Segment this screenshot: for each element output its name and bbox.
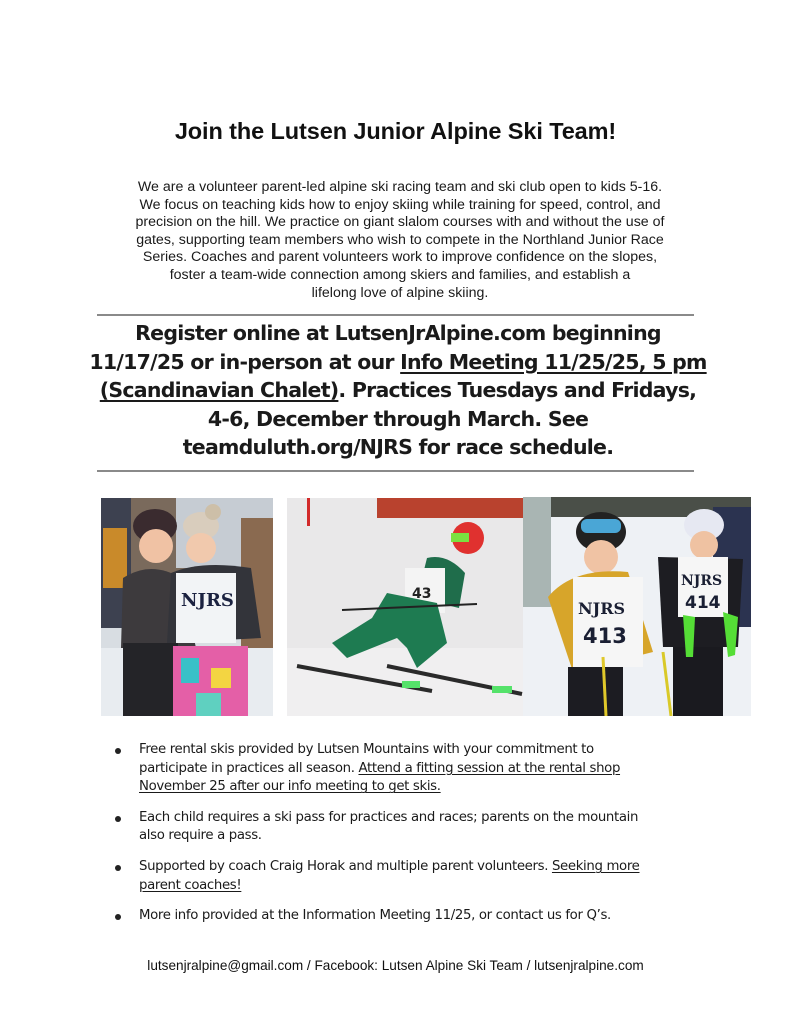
svg-text:NJRS: NJRS <box>681 573 723 589</box>
fitting-session-link[interactable]: November 25 after our info meeting to get skis. <box>139 779 441 795</box>
svg-text:413: 413 <box>583 624 627 648</box>
intro-line: gates, supporting team members who wish to compete in the Northland Junior Race <box>136 231 664 248</box>
bullet-rental-skis <box>112 741 702 797</box>
register-line <box>88 348 708 377</box>
bullet-line <box>139 741 702 760</box>
website-link[interactable]: lutsenjralpine.com <box>534 958 644 973</box>
separator: / <box>522 958 535 973</box>
bullet-icon <box>115 748 121 754</box>
photo-njrs-racers <box>523 497 751 716</box>
location-link[interactable]: (Scandinavian Chalet) <box>99 378 339 403</box>
svg-text:414: 414 <box>685 593 721 613</box>
intro-line: lifelong love of alpine skiing. <box>311 284 489 301</box>
fitting-session-link[interactable]: Attend a fitting session at the rental shop <box>358 760 621 776</box>
facebook-link[interactable]: Facebook: Lutsen Alpine Ski Team <box>314 958 523 973</box>
bullet-text: Free rental skis provided by Lutsen Mountains with your commitment to <box>139 742 594 757</box>
register-line <box>88 376 708 405</box>
intro-line: precision on the hill. We practice on giant slalom courses with and without the use of <box>135 214 665 231</box>
svg-text:NJRS: NJRS <box>578 599 626 618</box>
contact-footer <box>0 958 791 973</box>
photo-image <box>287 498 523 716</box>
photo-image <box>101 498 273 716</box>
register-line: 4-6, December through March. See <box>207 406 589 431</box>
register-text: . Practices Tuesdays and Fridays, <box>338 378 697 403</box>
divider-bottom <box>97 470 694 472</box>
bullet-text: participate in practices all season. <box>139 760 359 776</box>
bullet-coaches <box>112 858 702 895</box>
photo-image <box>523 497 751 716</box>
register-line: teamduluth.org/NJRS for race schedule. <box>182 435 614 460</box>
intro-line: foster a team-wide connection among skiers and families, and establish a <box>169 266 631 283</box>
register-line: Register online at LutsenJrAlpine.com beginning <box>135 321 661 345</box>
bullet-text: Supported by coach Craig Horak and multiple parent volunteers. <box>139 858 552 874</box>
bullet-line: Each child requires a ski pass for practices and races; parents on the mountain <box>139 809 639 825</box>
registration-info <box>88 319 708 462</box>
photo-girls-hugging <box>101 498 273 716</box>
seeking-coaches-link[interactable]: parent coaches! <box>139 877 242 893</box>
bullet-icon <box>115 914 121 920</box>
intro-paragraph <box>100 179 700 302</box>
info-bullet-list <box>112 741 702 938</box>
photo-slalom-racer <box>287 498 523 716</box>
bullet-ski-pass <box>112 809 702 846</box>
svg-text:43: 43 <box>412 586 432 602</box>
bullet-line <box>139 760 702 779</box>
bullet-more-info <box>112 907 702 926</box>
separator: / <box>303 958 315 973</box>
register-text: 11/17/25 or in-person at our <box>89 349 401 374</box>
info-meeting-link[interactable]: Info Meeting 11/25/25, 5 pm <box>400 349 707 374</box>
divider-top <box>97 314 694 316</box>
page-title: Join the Lutsen Junior Alpine Ski Team! <box>174 118 617 144</box>
bullet-line <box>139 858 702 877</box>
bullet-line: More info provided at the Information Meeting 11/25, or contact us for Q’s. <box>139 908 611 924</box>
intro-line: Series. Coaches and parent volunteers work to improve confidence on the slopes, <box>142 249 658 266</box>
bullet-icon <box>115 865 121 871</box>
bullet-icon <box>115 816 121 822</box>
seeking-coaches-link[interactable]: Seeking more <box>551 858 640 874</box>
svg-text:NJRS: NJRS <box>181 590 234 611</box>
bullet-line: also require a pass. <box>139 828 262 844</box>
bullet-line <box>139 877 702 896</box>
bullet-line <box>139 778 702 797</box>
intro-line: We focus on teaching kids how to enjoy skiing while training for speed, control, and <box>139 196 661 213</box>
email-link[interactable]: lutsenjralpine@gmail.com <box>147 958 304 973</box>
intro-line: We are a volunteer parent-led alpine ski racing team and ski club open to kids 5-16. <box>137 179 663 195</box>
